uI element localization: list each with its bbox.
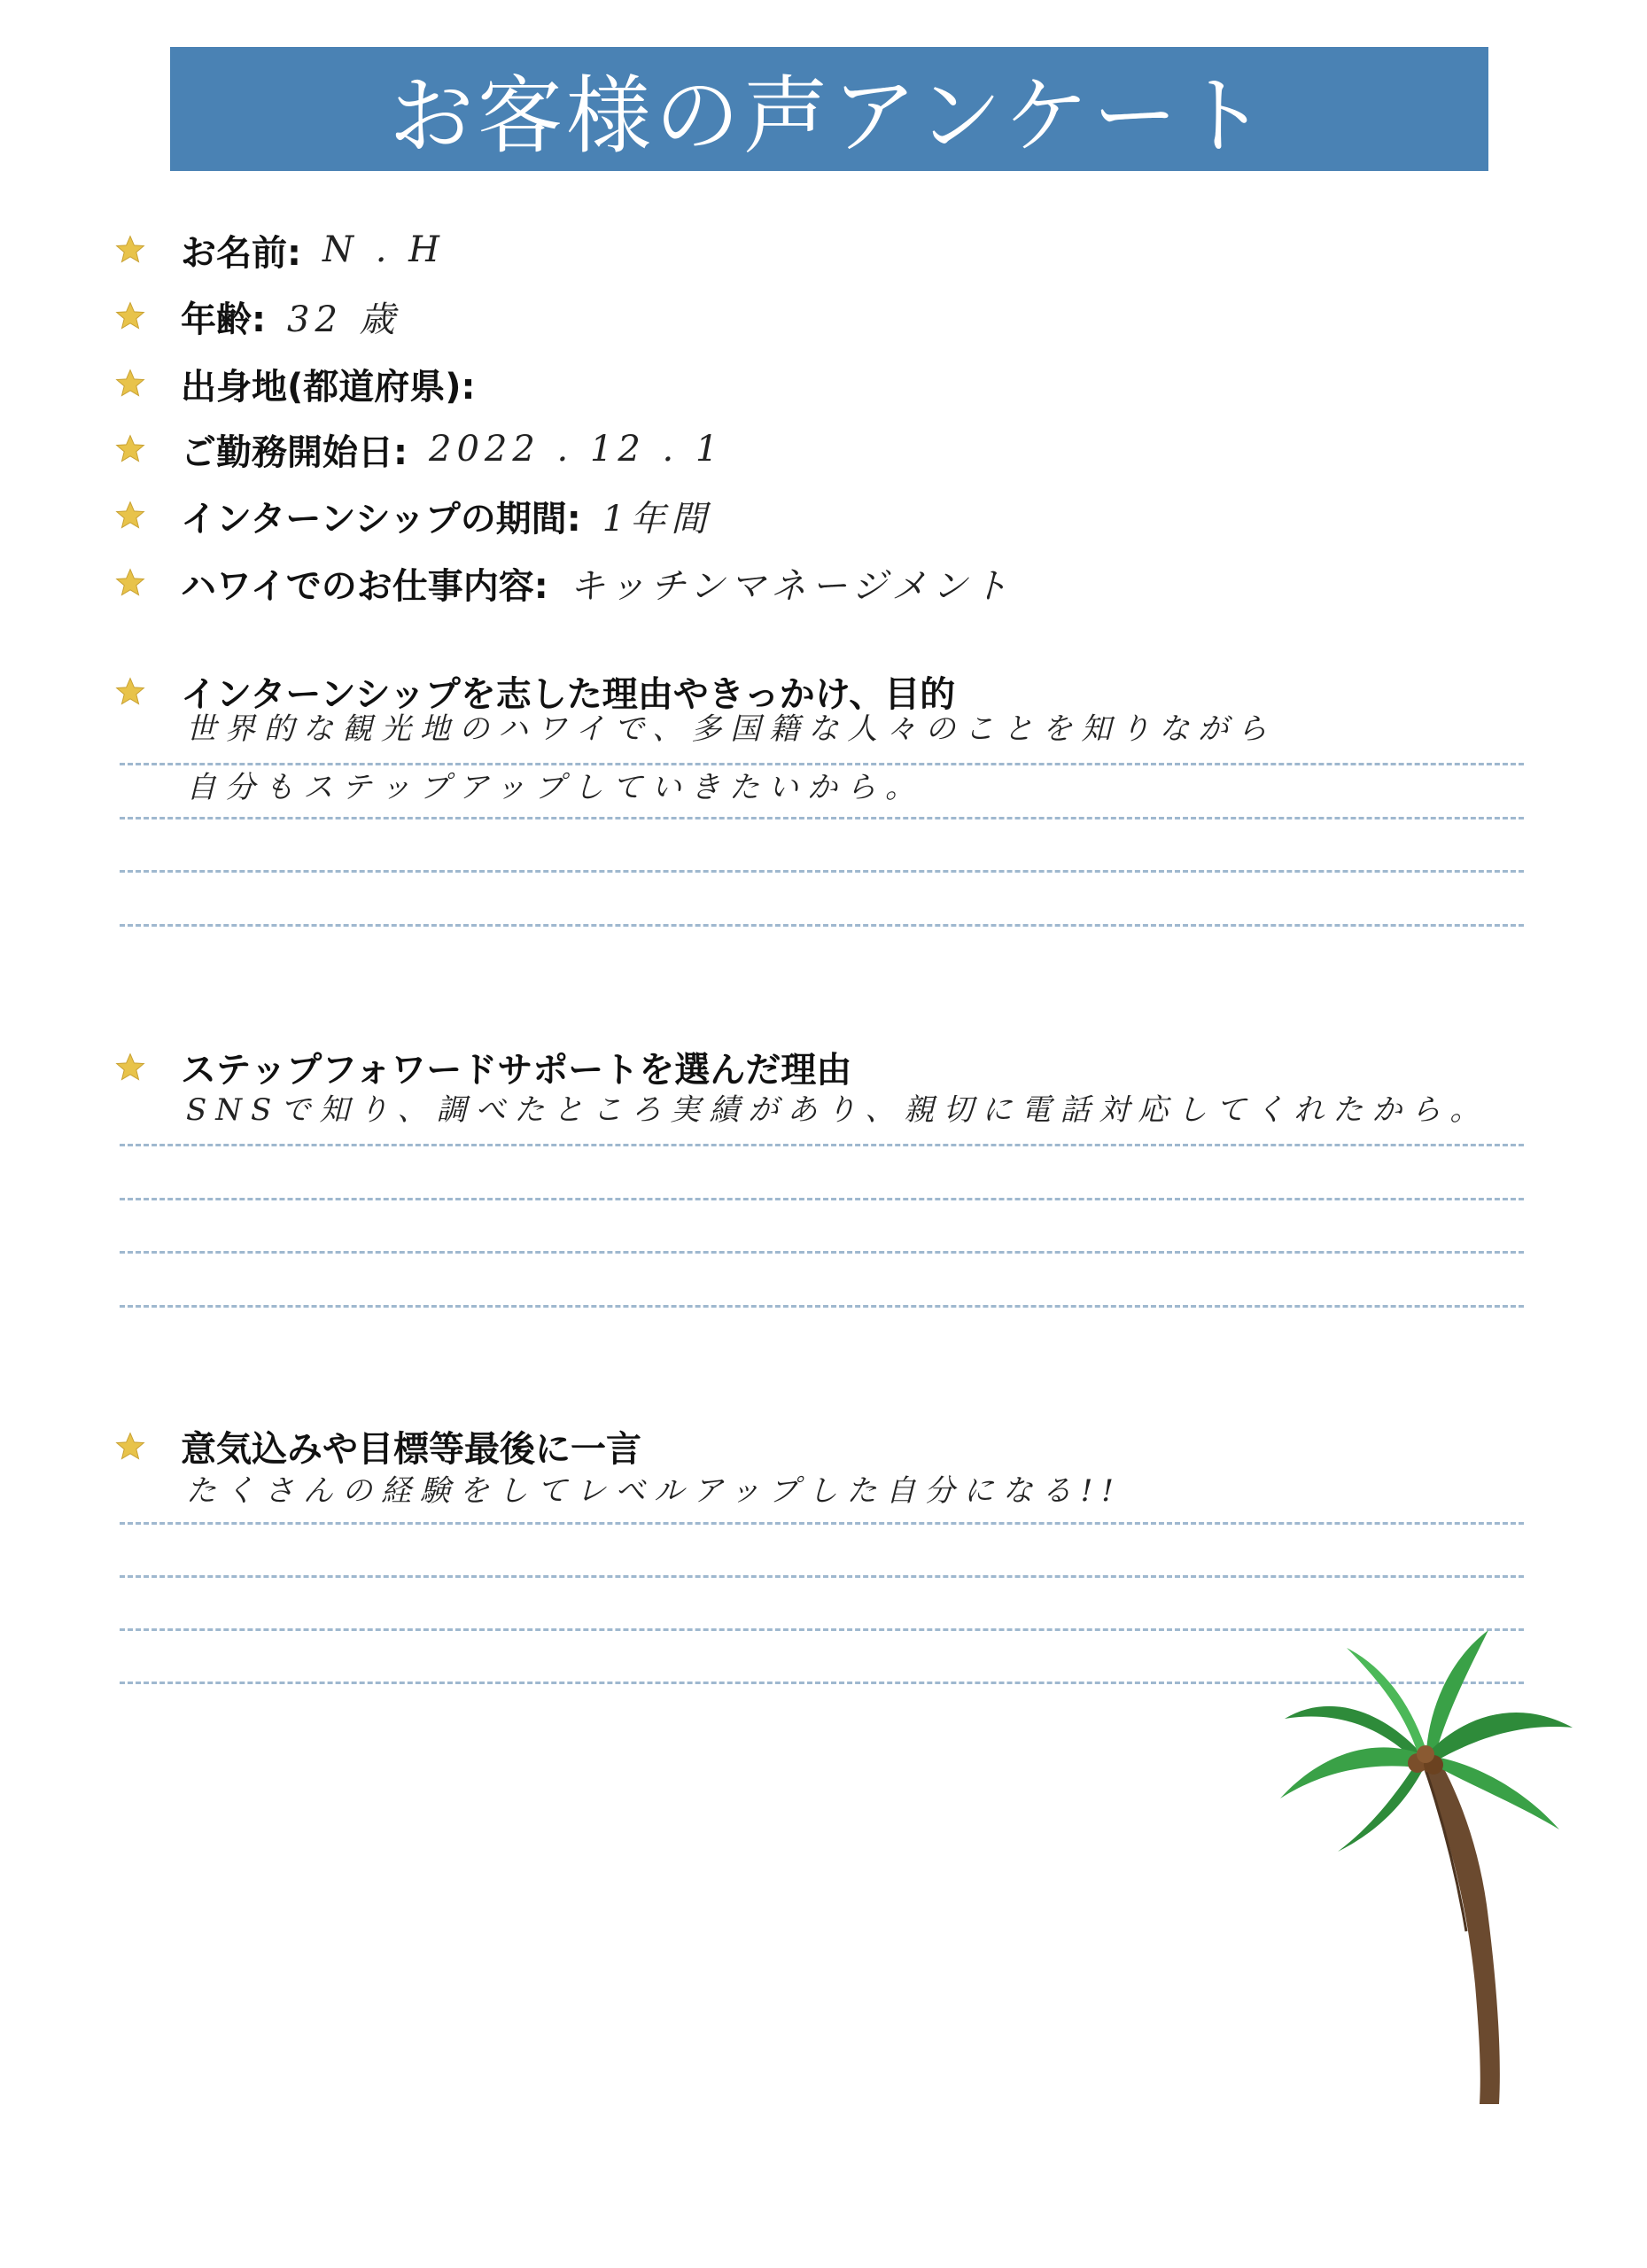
page-title: お客様の声アンケート <box>388 66 1270 166</box>
field-label: お名前: <box>181 232 301 274</box>
answer-text: 自分もステップアップしていきたいから。 <box>186 770 924 805</box>
field-job-description <box>115 556 1014 610</box>
star-icon <box>115 369 145 399</box>
star-icon <box>115 568 145 598</box>
field-value: 2022 . 12 . 1 <box>429 429 724 470</box>
star-icon <box>115 1432 145 1462</box>
section-title: インターンシップを志した理由やきっかけ、目的 <box>181 674 956 715</box>
star-icon <box>115 301 145 331</box>
ruled-line <box>120 870 1524 873</box>
ruled-line <box>120 1144 1524 1146</box>
field-label: ご勤務開始日: <box>181 431 408 473</box>
answer-text: 世界的な観光地のハワイで、多国籍な人々のことを知りながら <box>186 711 1277 747</box>
ruled-line <box>120 1305 1524 1308</box>
field-label: 年齢: <box>181 299 266 340</box>
palm-tree-icon <box>1276 1612 1577 2109</box>
title-banner <box>170 47 1488 171</box>
ruled-line <box>120 924 1524 927</box>
field-start-date <box>115 423 723 476</box>
ruled-line <box>120 1575 1524 1578</box>
field-age <box>115 290 400 343</box>
star-icon <box>115 434 145 464</box>
field-name <box>115 223 445 276</box>
field-value: 1年間 <box>602 498 712 540</box>
star-icon <box>115 501 145 531</box>
ruled-line <box>120 1522 1524 1525</box>
field-hometown <box>115 357 497 410</box>
ruled-line <box>120 1251 1524 1254</box>
field-value: N . H <box>322 229 446 270</box>
field-label: ハワイでのお仕事内容: <box>181 565 548 607</box>
field-label: 出身地(都道府県): <box>181 366 476 408</box>
section-title: 意気込みや目標等最後に一言 <box>181 1429 641 1470</box>
ruled-line <box>120 1198 1524 1200</box>
field-label: インターンシップの期間: <box>181 498 581 540</box>
ruled-line <box>120 763 1524 765</box>
field-value: キッチンマネージメント <box>569 565 1014 607</box>
field-value: 32 歳 <box>287 299 400 340</box>
field-internship-period <box>115 489 711 542</box>
star-icon <box>115 677 145 707</box>
ruled-line <box>120 817 1524 819</box>
section-title: ステップフォワードサポートを選んだ理由 <box>181 1050 852 1091</box>
answer-text: SNSで知り、調べたところ実績があり、親切に電話対応してくれたから。 <box>186 1092 1489 1128</box>
answer-text: たくさんの経験をしてレベルアップした自分になる!! <box>186 1473 1123 1509</box>
star-icon <box>115 235 145 265</box>
star-icon <box>115 1052 145 1083</box>
